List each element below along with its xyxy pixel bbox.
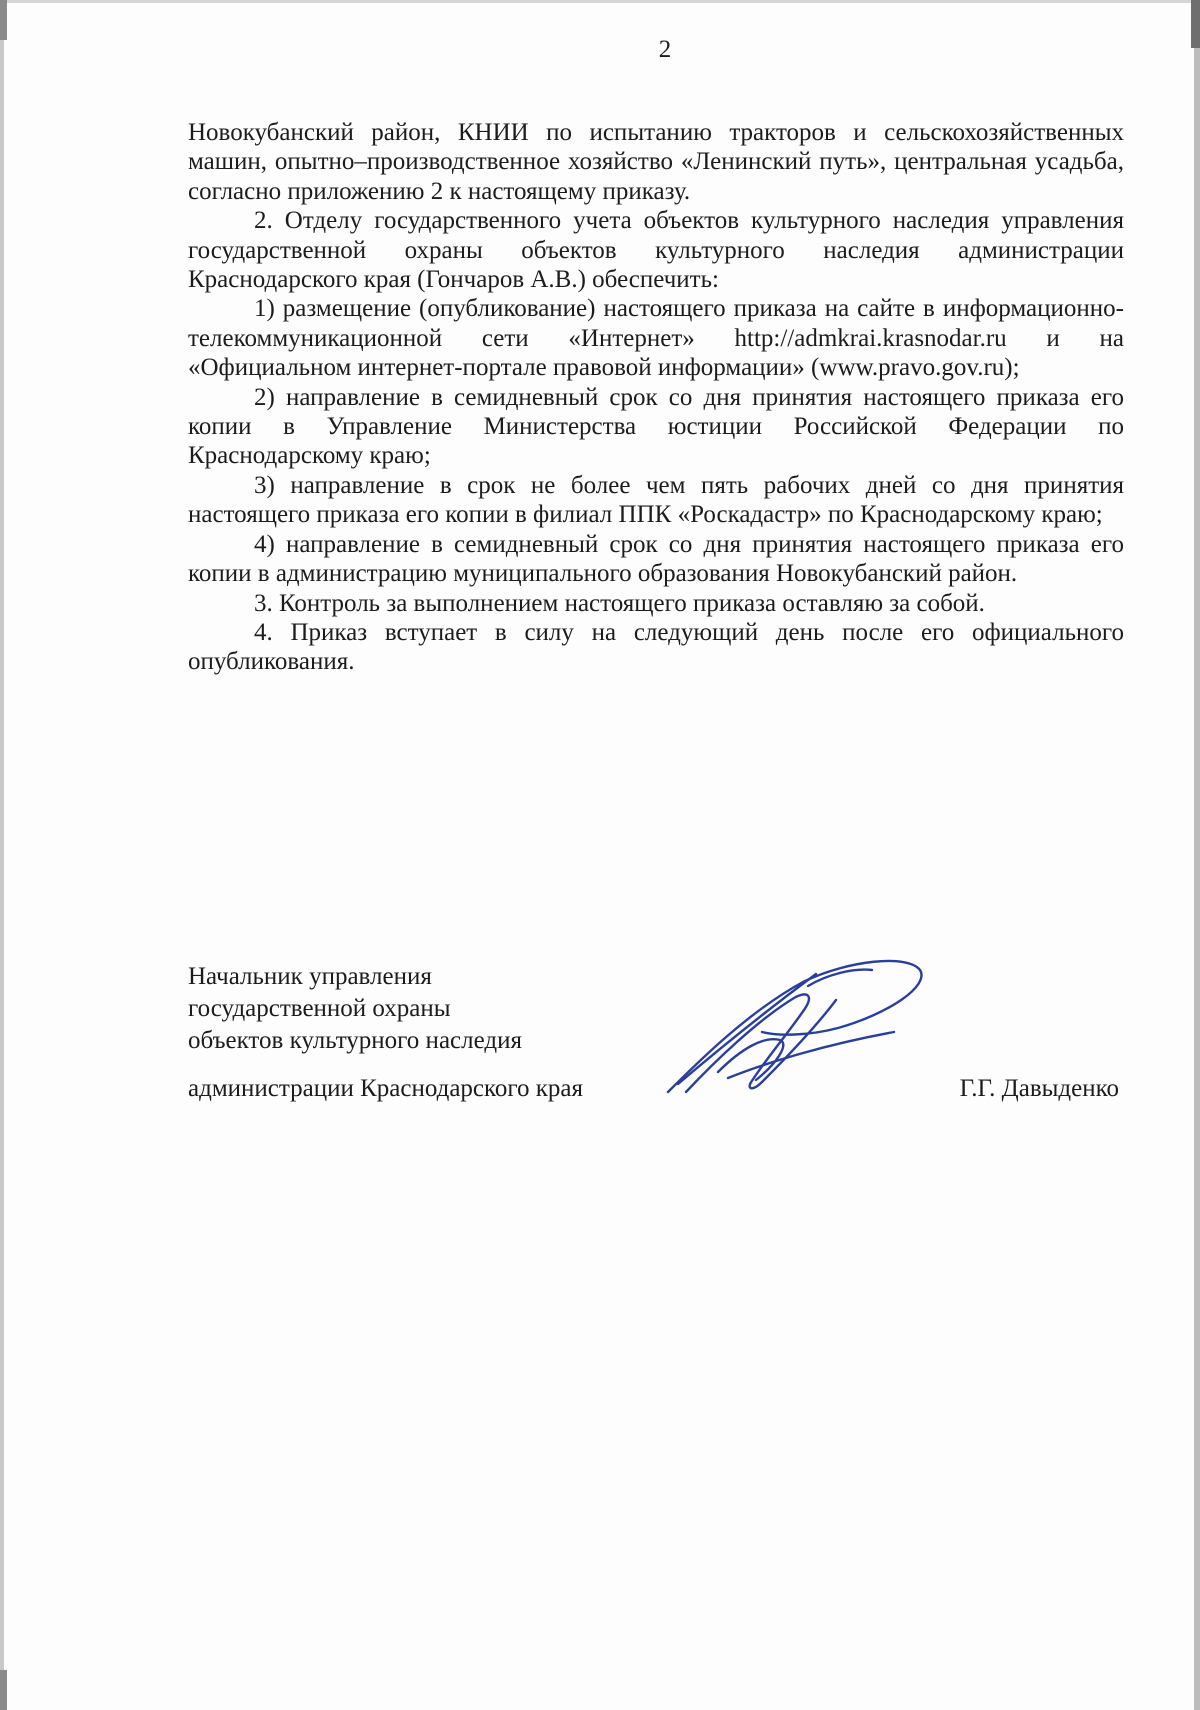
signatory-title-line-2: государственной охраны — [188, 995, 451, 1022]
scan-edge-top — [0, 0, 1200, 3]
paragraph-item-4: 4. Приказ вступает в силу на следующий день после его официального опубликования. — [188, 618, 1124, 676]
scan-mark-bottom-left — [0, 1670, 7, 1710]
signatory-name: Г.Г. Давыденко — [959, 1075, 1119, 1102]
handwritten-signature — [658, 952, 938, 1100]
paragraph-subitem-4: 4) направление в семидневный срок со дня принятия настоящего приказа его копии в администрацию муниципального образования Новокубанский район. — [188, 530, 1124, 588]
signature-block — [188, 962, 1124, 1112]
signatory-title-line-4: администрации Краснодарского края — [188, 1075, 584, 1102]
signatory-title-line-3: объектов культурного наследия — [188, 1027, 522, 1054]
paragraph-subitem-3: 3) направление в срок не более чем пять рабочих дней со дня принятия настоящего приказа его копии в филиал ППК «Роскадастр» по Краснодарскому краю; — [188, 471, 1124, 529]
paragraph-item-2: 2. Отделу государственного учета объектов культурного наследия управления государственной охраны объектов культурного наследия администрации Краснодарского края (Гончаров А.В.) обеспечить: — [188, 207, 1124, 294]
scan-edge-left — [0, 0, 4, 1710]
signatory-title-line-1: Начальник управления — [188, 963, 432, 990]
paragraph-subitem-2: 2) направление в семидневный срок со дня принятия настоящего приказа его копии в Управление Министерства юстиции Российской Федерации по Краснодарскому краю; — [188, 383, 1124, 470]
paragraph-subitem-1: 1) размещение (опубликование) настоящего приказа на сайте в информационно-телекоммуникационной сети «Интернет» http://admkrai.krasnodar.ru и на «Официальном интернет-портале правовой информации» (www.pravo.gov.ru); — [188, 295, 1124, 382]
scan-edge-right — [1194, 0, 1200, 1710]
scan-mark-top-left — [0, 0, 7, 40]
paragraph-continuation: Новокубанский район, КНИИ по испытанию тракторов и сельскохозяйственных машин, опытно–производственное хозяйство «Ленинский путь», центральная усадьба, согласно приложению 2 к настоящему приказу. — [188, 119, 1124, 205]
paragraph-item-3: 3. Контроль за выполнением настоящего приказа оставляю за собой. — [254, 589, 985, 617]
document-body — [188, 118, 1124, 677]
page-number: 2 — [658, 36, 672, 63]
